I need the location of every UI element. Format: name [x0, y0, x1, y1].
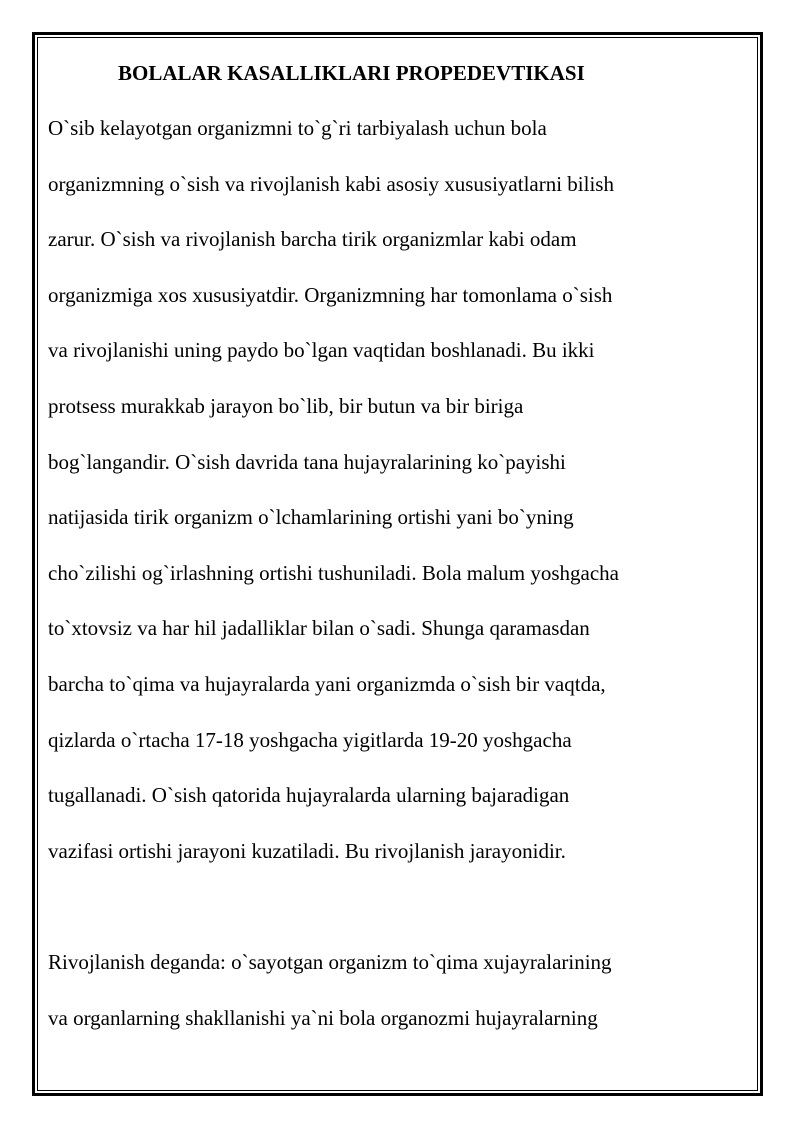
text-line: protsess murakkab jarayon bo`lib, bir butun va bir biriga	[48, 393, 524, 418]
text-line: zarur. O`sish va rivojlanish barcha tirik organizmlar kabi odam	[48, 227, 577, 252]
text-line: vazifasi ortishi jarayoni kuzatiladi. Bu rivojlanish jarayonidir.	[48, 838, 566, 863]
text-line: cho`zilishi og`irlashning ortishi tushuniladi. Bola malum yoshgacha	[48, 560, 619, 585]
text-line: bog`langandir. O`sish davrida tana hujayralarining ko`payishi	[48, 449, 566, 474]
text-line: va rivojlanishi uning paydo bo`lgan vaqtidan boshlanadi. Bu ikki	[48, 338, 595, 363]
document-title: BOLALAR KASALLIKLARI PROPEDEVTIKASI	[118, 61, 585, 85]
paragraph-1	[48, 101, 619, 879]
text-line: to`xtovsiz va har hil jadalliklar bilan o`sadi. Shunga qaramasdan	[48, 616, 590, 641]
text-line: qizlarda o`rtacha 17-18 yoshgacha yigitlarda 19-20 yoshgacha	[48, 727, 572, 752]
text-line: barcha to`qima va hujayralarda yani organizmda o`sish bir vaqtda,	[48, 671, 606, 696]
text-line: organizmiga xos xususiyatdir. Organizmning har tomonlama o`sish	[48, 282, 613, 307]
text-line: tugallanadi. O`sish qatorida hujayralarda ularning bajaradigan	[48, 783, 570, 808]
text-line: va organlarning shakllanishi ya`ni bola organozmi hujayralarning	[48, 1005, 598, 1030]
text-line: O`sib kelayotgan organizmni to`g`ri tarbiyalash uchun bola	[48, 116, 547, 140]
text-line: organizmning o`sish va rivojlanish kabi asosiy xususiyatlarni bilish	[48, 171, 614, 196]
text-line: Rivojlanish deganda: o`sayotgan organizm to`qima xujayralarining	[48, 950, 612, 974]
paragraph-2	[48, 935, 612, 1046]
text-line: natijasida tirik organizm o`lchamlarining ortishi yani bo`yning	[48, 505, 574, 530]
